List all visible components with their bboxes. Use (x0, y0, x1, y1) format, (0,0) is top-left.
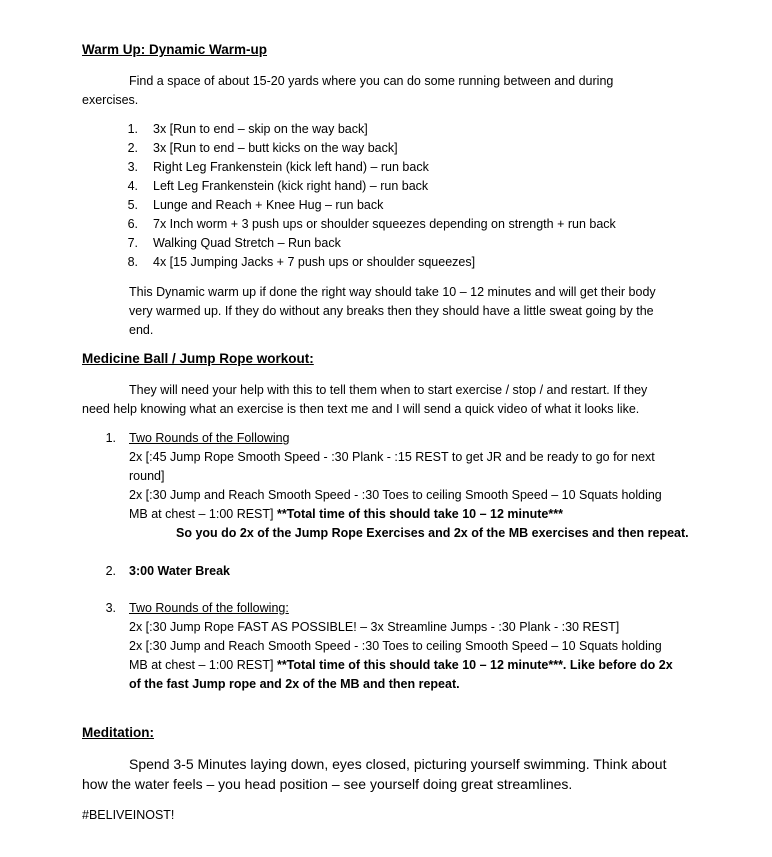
warmup-heading: Warm Up: Dynamic Warm-up (82, 42, 268, 57)
item-3-line3: MB at chest – 1:00 REST] **Total time of this should take 10 – 12 minute***. Like before do 2x (129, 658, 673, 672)
warmup-note-line1: This Dynamic warm up if done the right way should take 10 – 12 minutes and will get their body (129, 285, 656, 299)
item-1-line4: MB at chest – 1:00 REST] **Total time of this should take 10 – 12 minute*** (129, 507, 563, 521)
item-1-line3: 2x [:30 Jump and Reach Smooth Speed - :30 Toes to ceiling Smooth Speed – 10 Squats holding (129, 488, 662, 502)
hashtag: #BELIVEINOST! (82, 808, 175, 822)
item-1-line5: So you do 2x of the Jump Rope Exercises and 2x of the MB exercises and then repeat. (176, 526, 689, 540)
meditation-heading: Meditation: (82, 725, 154, 740)
document-page: Warm Up: Dynamic Warm-up Find a space of about 15-20 yards where you can do some running between and during exercises. 1. 3x [Run to end – skip on the way back] 2. 3x [Run to end – butt kicks on the way back] 3. Right Leg Frankenstein (kick left hand) – run back 4. Left Leg Frankenstein (kick right hand) – run back 5. Lunge and Reach + Knee Hug – run back 6. 7x Inch worm + 3 push ups or shoulder squeezes depending on strength + run back 7. Walking Quad Stretch – Run back 8. 4x [15 Jumping Jacks + 7 push ups or shoulder squeezes] This Dynamic warm up if done the right way should take 10 – 12 minutes and will get their body very warmed up. If they do without any breaks then they should have a little sweat going by the end. Medicine Ball / Jump Rope workout: They will need your help with this to tell them when to start exercise / stop / and restart. If they need help knowing what an exercise is then text me and I will send a quick video of what it looks like. 1. Two Rounds of the Following 2x [:45 Jump Rope Smooth Speed - :30 Plank - :15 REST to get JR and be ready to go for next round] 2x [:30 Jump and Reach Smooth Speed - :30 Toes to ceiling Smooth Speed – 10 Squats holding MB at chest – 1:00 REST] **Total time of this should take 10 – 12 minute*** So you do 2x of the Jump Rope Exercises and 2x of the MB exercises and then repeat. 2. 3:00 Water Break 3. Two Rounds of the following: 2x [:30 Jump Rope FAST AS POSSIBLE! – 3x Streamline Jumps - :30 Plank - :30 REST] 2x [:30 Jump and Reach Smooth Speed - :30 Toes to ceiling Smooth Speed – 10 Squats holding MB at chest – 1:00 REST] **Total time of this should take 10 – 12 minute***. Like before do 2x of the fast Jump rope and 2x of the MB and then repeat. Meditation: Spend 3-5 Minutes laying down, eyes closed, picturing yourself swimming. Think about how the water feels – you head position – see yourself doing great streamlines. #BELIVEINOST! (0, 0, 772, 857)
meditation-line2: how the water feels – you head position – see yourself doing great streamlines. (82, 776, 573, 792)
warmup-intro-line1: Find a space of about 15-20 yards where you can do some running between and during (129, 74, 614, 88)
warmup-note-line2: very warmed up. If they do without any breaks then they should have a little sweat going by the (129, 304, 654, 318)
item-3-line2: 2x [:30 Jump and Reach Smooth Speed - :30 Toes to ceiling Smooth Speed – 10 Squats holding (129, 639, 662, 653)
medball-heading: Medicine Ball / Jump Rope workout: (82, 351, 314, 366)
list-number: 1. (105, 431, 116, 445)
item-1-title: Two Rounds of the Following (129, 431, 290, 445)
item-1-line2: round] (129, 469, 165, 483)
item-3-line1: 2x [:30 Jump Rope FAST AS POSSIBLE! – 3x Streamline Jumps - :30 Plank - :30 REST] (129, 620, 620, 634)
medball-intro-line2: need help knowing what an exercise is then text me and I will send a quick video of what it looks like. (82, 402, 640, 416)
warmup-intro-line2: exercises. (82, 93, 139, 107)
meditation-line1: Spend 3-5 Minutes laying down, eyes closed, picturing yourself swimming. Think about (129, 756, 667, 772)
item-2-title: 3:00 Water Break (129, 564, 230, 578)
item-1-line1: 2x [:45 Jump Rope Smooth Speed - :30 Plank - :15 REST to get JR and be ready to go for next (129, 450, 655, 464)
item-3-title: Two Rounds of the following: (129, 601, 289, 615)
list-number: 3. (105, 601, 116, 615)
warmup-note-line3: end. (129, 323, 154, 337)
medball-intro-line1: They will need your help with this to tell them when to start exercise / stop / and restart. If they (129, 383, 648, 397)
item-3-line4: of the fast Jump rope and 2x of the MB and then repeat. (129, 677, 460, 691)
list-number: 2. (105, 564, 116, 578)
